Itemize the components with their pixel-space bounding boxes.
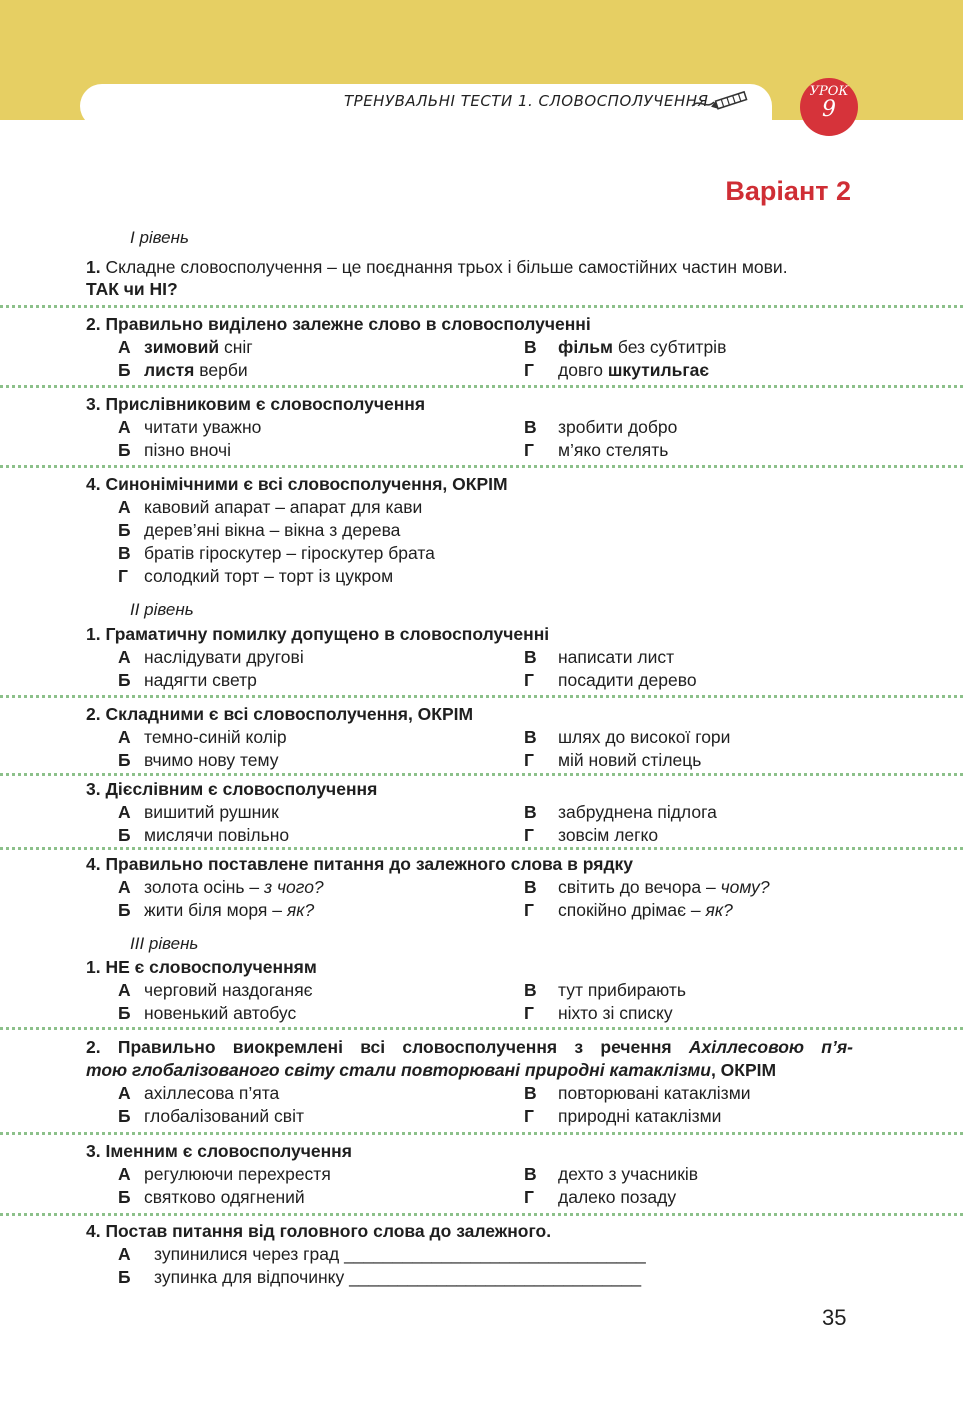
level-1-label: І рівень (130, 228, 189, 247)
separator (0, 773, 963, 776)
l2-q1-option-g[interactable]: Г посадити дерево (524, 670, 697, 690)
l3-q1-option-a[interactable]: А черговий наздоганяє (118, 980, 313, 1000)
l3-q4-answer-a[interactable]: А зупинилися через град _______________________________ (118, 1244, 646, 1264)
separator (0, 1213, 963, 1216)
l1-q4-option-g[interactable]: Г солодкий торт – торт із цукром (118, 566, 394, 586)
l2-q4-option-b[interactable]: Б жити біля моря – як? (118, 900, 315, 920)
l3-q2-option-b[interactable]: Б глобалізований світ (118, 1106, 305, 1126)
level-3-label: ІІІ рівень (130, 934, 199, 953)
l2-q1-option-b[interactable]: Б надягти светр (118, 670, 257, 690)
separator (0, 847, 963, 850)
l1-q2-option-v[interactable]: В фільм без субтитрів (524, 337, 727, 357)
l3-q4-answer-b[interactable]: Б зупинка для відпочинку ______________________________ (118, 1267, 642, 1287)
l1-q2-text: 2. Правильно виділено залежне слово в словосполученні (86, 314, 591, 334)
l1-q2-option-a[interactable]: А зимовий сніг (118, 337, 253, 357)
l3-q3-option-v[interactable]: В дехто з учасників (524, 1164, 699, 1184)
l1-q3-option-b[interactable]: Б пізно вночі (118, 440, 231, 460)
l2-q3-option-a[interactable]: А вишитий рушник (118, 802, 279, 822)
l1-q3-option-g[interactable]: Г м’яко стелять (524, 440, 669, 460)
header-title: ТРЕНУВАЛЬНІ ТЕСТИ 1. СЛОВОСПОЛУЧЕННЯ (344, 92, 709, 110)
l3-q3-text: 3. Іменним є словосполучення (86, 1141, 352, 1161)
l1-q4-text: 4. Синонімічними є всі словосполучення, ОКРІМ (86, 474, 508, 494)
l2-q2-option-b[interactable]: Б вчимо нову тему (118, 750, 279, 770)
separator (0, 1132, 963, 1135)
separator (0, 1027, 963, 1030)
l3-q2-option-v[interactable]: В повторювані катаклізми (524, 1083, 751, 1103)
l1-q3-text: 3. Прислівниковим є словосполучення (86, 394, 426, 414)
lesson-number: 9 (822, 97, 836, 122)
l1-q1-tail: ТАК чи НІ? (86, 279, 178, 299)
l3-q3-option-g[interactable]: Г далеко позаду (524, 1187, 677, 1207)
l3-q1-option-b[interactable]: Б новенький автобус (118, 1003, 297, 1023)
page-number: 35 (822, 1305, 847, 1330)
l1-q4-option-v[interactable]: В братів гіроскутер – гіроскутер брата (118, 543, 435, 563)
lesson-label: УРОК (809, 84, 849, 99)
l2-q4-option-v[interactable]: В світить до вечора – чому? (524, 877, 770, 897)
l2-q4-option-g[interactable]: Г спокійно дрімає – як? (524, 900, 733, 920)
l2-q2-option-g[interactable]: Г мій новий стілець (524, 750, 702, 770)
l2-q2-text: 2. Складними є всі словосполучення, ОКРІМ (86, 704, 474, 724)
l2-q1-option-v[interactable]: В написати лист (524, 647, 675, 667)
lesson-badge (800, 78, 858, 136)
l3-q1-option-v[interactable]: В тут прибирають (524, 980, 686, 1000)
l1-q3-option-v[interactable]: В зробити добро (524, 417, 678, 437)
l2-q2-option-v[interactable]: В шлях до високої гори (524, 727, 731, 747)
separator (0, 465, 963, 468)
separator (0, 305, 963, 308)
separator (0, 695, 963, 698)
l2-q3-option-g[interactable]: Г зовсім легко (524, 825, 659, 845)
l3-q2-line2: тою глобалізованого світу стали повторювані природні катаклізми, ОКРІМ (86, 1060, 777, 1080)
l3-q2-line1: 2. Правильно виокремлені всі словосполучення з речення Ахіллесовою п’я- (86, 1037, 853, 1057)
l2-q4-option-a[interactable]: А золота осінь – з чого? (118, 877, 324, 897)
l2-q1-text: 1. Граматичну помилку допущено в словосполученні (86, 624, 550, 644)
l2-q2-option-a[interactable]: А темно-синій колір (118, 727, 287, 747)
l3-q4-text: 4. Постав питання від головного слова до залежного. (86, 1221, 552, 1241)
l1-q4-option-b[interactable]: Б дерев’яні вікна – вікна з дерева (118, 520, 401, 540)
l2-q4-text: 4. Правильно поставлене питання до залежного слова в рядку (86, 854, 634, 874)
l1-q2-option-g[interactable]: Г довго шкутильгає (524, 360, 710, 380)
l3-q3-option-a[interactable]: А регулюючи перехрестя (118, 1164, 331, 1184)
pencil-icon (690, 88, 752, 112)
variant-title: Варіант 2 (725, 176, 851, 206)
level-2-label: ІІ рівень (130, 600, 194, 619)
l3-q2-option-g[interactable]: Г природні катаклізми (524, 1106, 722, 1126)
l1-q3-option-a[interactable]: А читати уважно (118, 417, 262, 437)
l2-q3-text: 3. Дієслівним є словосполучення (86, 779, 378, 799)
l2-q3-option-b[interactable]: Б мислячи повільно (118, 825, 290, 845)
l2-q1-option-a[interactable]: А наслідувати другові (118, 647, 304, 667)
l1-q1-text: 1. Складне словосполучення – це поєднання трьох і більше самостійних частин мови. (86, 257, 788, 277)
separator (0, 385, 963, 388)
l2-q3-option-v[interactable]: В забруднена підлога (524, 802, 717, 822)
l3-q1-option-g[interactable]: Г ніхто зі списку (524, 1003, 673, 1023)
l3-q3-option-b[interactable]: Б святково одягнений (118, 1187, 305, 1207)
l1-q2-option-b[interactable]: Б листя верби (118, 360, 248, 380)
l3-q1-text: 1. НЕ є словосполученням (86, 957, 317, 977)
l3-q2-option-a[interactable]: А ахіллесова п’ята (118, 1083, 280, 1103)
l1-q4-option-a[interactable]: А кавовий апарат – апарат для кави (118, 497, 423, 517)
